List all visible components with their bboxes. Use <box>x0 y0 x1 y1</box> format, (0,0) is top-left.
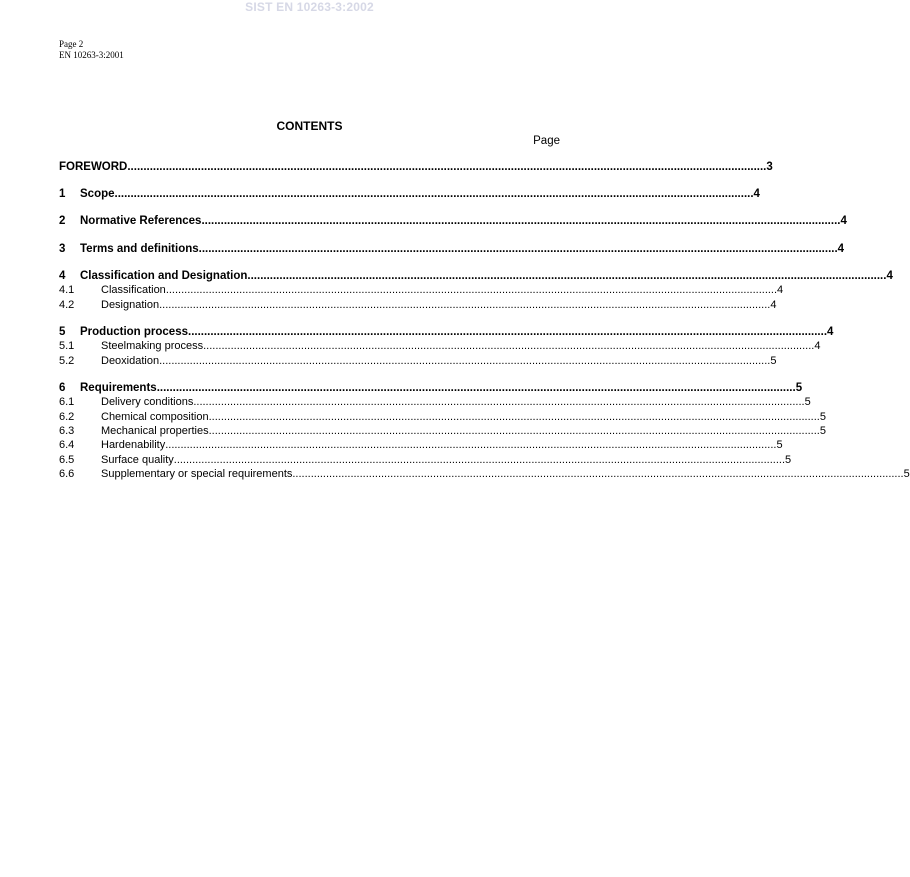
dot-leader: ........................................................................................................................................................................................................ <box>208 411 820 423</box>
toc-entry-title: Mechanical properties <box>101 425 209 437</box>
page-column-label: Page <box>533 135 560 147</box>
toc-subentry[interactable] <box>59 425 826 439</box>
toc-entry-number: 5 <box>59 326 66 338</box>
toc-subentry[interactable] <box>59 411 826 425</box>
toc-entry-page: 4 <box>814 340 821 352</box>
toc-entry-title: Chemical composition <box>101 411 209 423</box>
toc-subentry[interactable] <box>59 299 777 313</box>
toc-entry-number: 5.1 <box>59 340 75 352</box>
toc-entry[interactable] <box>59 215 847 229</box>
toc-entry-title: Classification and Designation <box>80 270 248 282</box>
toc-entry-page: 5 <box>819 411 826 423</box>
toc-entry-title: Scope <box>80 188 115 200</box>
toc-entry-page: 4 <box>837 243 845 255</box>
toc-entry[interactable] <box>59 270 893 284</box>
dot-leader: ........................................................................................................................................................................................................ <box>114 188 754 200</box>
dot-leader: ........................................................................................................................................................................................................ <box>127 161 767 173</box>
dot-leader: ........................................................................................................................................................................................................ <box>156 382 796 394</box>
dot-leader: ........................................................................................................................................................................................................ <box>193 396 805 408</box>
toc-entry-page: 5 <box>804 396 811 408</box>
dot-leader: ........................................................................................................................................................................................................ <box>159 299 771 311</box>
toc-entry-number: 4.1 <box>59 284 75 296</box>
contents-title: CONTENTS <box>276 119 343 133</box>
toc-entry[interactable] <box>59 161 773 175</box>
dot-leader: ........................................................................................................................................................................................................ <box>198 243 838 255</box>
toc-entry-page: 3 <box>766 161 773 173</box>
toc-entry-number: 5.2 <box>59 355 75 367</box>
toc-entry-number: 6.3 <box>59 425 75 437</box>
dot-leader: ........................................................................................................................................................................................................ <box>292 468 904 480</box>
toc-entry-title: Classification <box>101 284 166 296</box>
toc-entry-page: 4 <box>840 215 847 227</box>
toc-subentry[interactable] <box>59 396 811 410</box>
toc-entry-number: 6.6 <box>59 468 75 480</box>
dot-leader: ........................................................................................................................................................................................................ <box>188 326 828 338</box>
toc-entry[interactable] <box>59 326 834 340</box>
toc-entry-page: 5 <box>819 425 826 437</box>
toc-entry-number: 6.5 <box>59 454 75 466</box>
toc-entry-title: Deoxidation <box>101 355 160 367</box>
toc-entry-title: FOREWORD <box>59 161 128 173</box>
watermark: SIST EN 10263-3:2002 <box>245 0 374 14</box>
toc-entry-title: Hardenability <box>101 439 166 451</box>
toc-entry-page: 4 <box>770 299 777 311</box>
toc-entry[interactable] <box>59 243 845 257</box>
toc-entry-number: 4.2 <box>59 299 75 311</box>
toc-entry-title: Production process <box>80 326 188 338</box>
toc-entry-page: 4 <box>777 284 784 296</box>
toc-subentry[interactable] <box>59 355 777 369</box>
page-number: Page 2 <box>59 39 84 49</box>
toc-entry-title: Normative References <box>80 215 202 227</box>
toc-entry-page: 4 <box>753 188 760 200</box>
toc-entry-number: 2 <box>59 215 66 227</box>
toc-entry-number: 6 <box>59 382 66 394</box>
toc-entry-number: 6.1 <box>59 396 75 408</box>
toc-entry-number: 3 <box>59 243 66 255</box>
toc-entry-number: 4 <box>59 270 66 282</box>
toc-entry-title: Steelmaking process <box>101 340 204 352</box>
toc-entry-page: 5 <box>903 468 910 480</box>
toc-entry-page: 5 <box>776 439 783 451</box>
toc-entry-page: 5 <box>795 382 803 394</box>
toc-entry-title: Delivery conditions <box>101 396 194 408</box>
toc-subentry[interactable] <box>59 284 784 298</box>
toc-entry-title: Designation <box>101 299 160 311</box>
toc-entry-title: Surface quality <box>101 454 174 466</box>
toc-entry[interactable] <box>59 382 803 396</box>
standard-id: EN 10263-3:2001 <box>59 49 124 60</box>
dot-leader: ........................................................................................................................................................................................................ <box>159 355 771 367</box>
dot-leader: ........................................................................................................................................................................................................ <box>203 340 815 352</box>
toc-entry-number: 1 <box>59 188 66 200</box>
toc-entry-title: Supplementary or special requirements <box>101 468 293 480</box>
toc-subentry[interactable] <box>59 468 910 482</box>
toc-entry-page: 4 <box>827 326 834 338</box>
toc-entry[interactable] <box>59 188 760 202</box>
toc-entry-number: 6.4 <box>59 439 75 451</box>
dot-leader: ........................................................................................................................................................................................................ <box>201 215 841 227</box>
page-header <box>59 39 124 60</box>
toc-subentry[interactable] <box>59 439 783 453</box>
dot-leader: ........................................................................................................................................................................................................ <box>165 439 777 451</box>
dot-leader: ........................................................................................................................................................................................................ <box>208 425 820 437</box>
dot-leader: ........................................................................................................................................................................................................ <box>165 284 778 296</box>
toc-entry-page: 4 <box>886 270 893 282</box>
toc-subentry[interactable] <box>59 454 792 468</box>
toc-subentry[interactable] <box>59 340 821 354</box>
toc-entry-number: 6.2 <box>59 411 75 423</box>
toc-entry-page: 5 <box>785 454 792 466</box>
toc-entry-page: 5 <box>770 355 777 367</box>
dot-leader: ........................................................................................................................................................................................................ <box>247 270 887 282</box>
toc-entry-title: Terms and definitions <box>80 243 199 255</box>
toc-entry-title: Requirements <box>80 382 157 394</box>
dot-leader: ........................................................................................................................................................................................................ <box>173 454 785 466</box>
